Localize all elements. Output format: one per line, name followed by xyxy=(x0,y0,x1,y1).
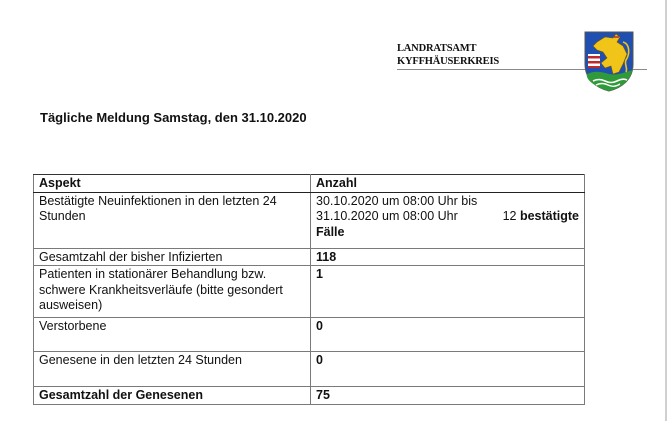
table-row xyxy=(34,352,585,387)
table-header-row xyxy=(34,175,585,193)
anzahl-suffix: bestätigte xyxy=(519,209,579,223)
aspekt-cell: Verstorbene xyxy=(34,318,311,352)
aspekt-cell: Bestätigte Neuinfektionen in den letzten 24 Stunden xyxy=(34,192,311,248)
table-row xyxy=(34,192,585,248)
anzahl-cell: 1 xyxy=(311,266,585,318)
anzahl-count: 12 xyxy=(502,209,517,223)
anzahl-period-start: 30.10.2020 um 08:00 Uhr bis xyxy=(316,193,478,208)
page-title: Tägliche Meldung Samstag, den 31.10.2020 xyxy=(40,110,307,125)
table-row xyxy=(34,318,585,352)
anzahl-cell: 75 xyxy=(311,387,585,405)
anzahl-faelle: Fälle xyxy=(316,224,345,239)
report-table xyxy=(33,174,585,405)
coat-of-arms-lion-icon xyxy=(583,30,635,92)
anzahl-cell: 0 xyxy=(311,318,585,352)
letterhead-line-2: KYFFHÄUSERKREIS xyxy=(397,56,500,67)
anzahl-period-end-line xyxy=(316,209,579,225)
anzahl-cell: 118 xyxy=(311,248,585,266)
page-edge xyxy=(665,0,667,421)
header-aspekt: Aspekt xyxy=(34,175,311,193)
table-row xyxy=(34,248,585,266)
anzahl-count-wrap xyxy=(503,209,579,225)
aspekt-cell: Gesamtzahl der Genesenen xyxy=(34,387,311,405)
anzahl-cell xyxy=(311,192,585,248)
aspekt-cell: Gesamtzahl der bisher Infizierten xyxy=(34,248,311,266)
aspekt-cell: Patienten in stationärer Behandlung bzw. schwere Krankheitsverläufe (bitte gesondert ausweisen) xyxy=(34,266,311,318)
table-row xyxy=(34,387,585,405)
table-row xyxy=(34,266,585,318)
aspekt-cell: Genesene in den letzten 24 Stunden xyxy=(34,352,311,387)
anzahl-period-end: 31.10.2020 um 08:00 Uhr xyxy=(316,209,458,223)
anzahl-cell: 0 xyxy=(311,352,585,387)
letterhead-line-1: LANDRATSAMT xyxy=(397,43,477,54)
letterhead xyxy=(397,42,499,68)
header-anzahl: Anzahl xyxy=(311,175,585,193)
